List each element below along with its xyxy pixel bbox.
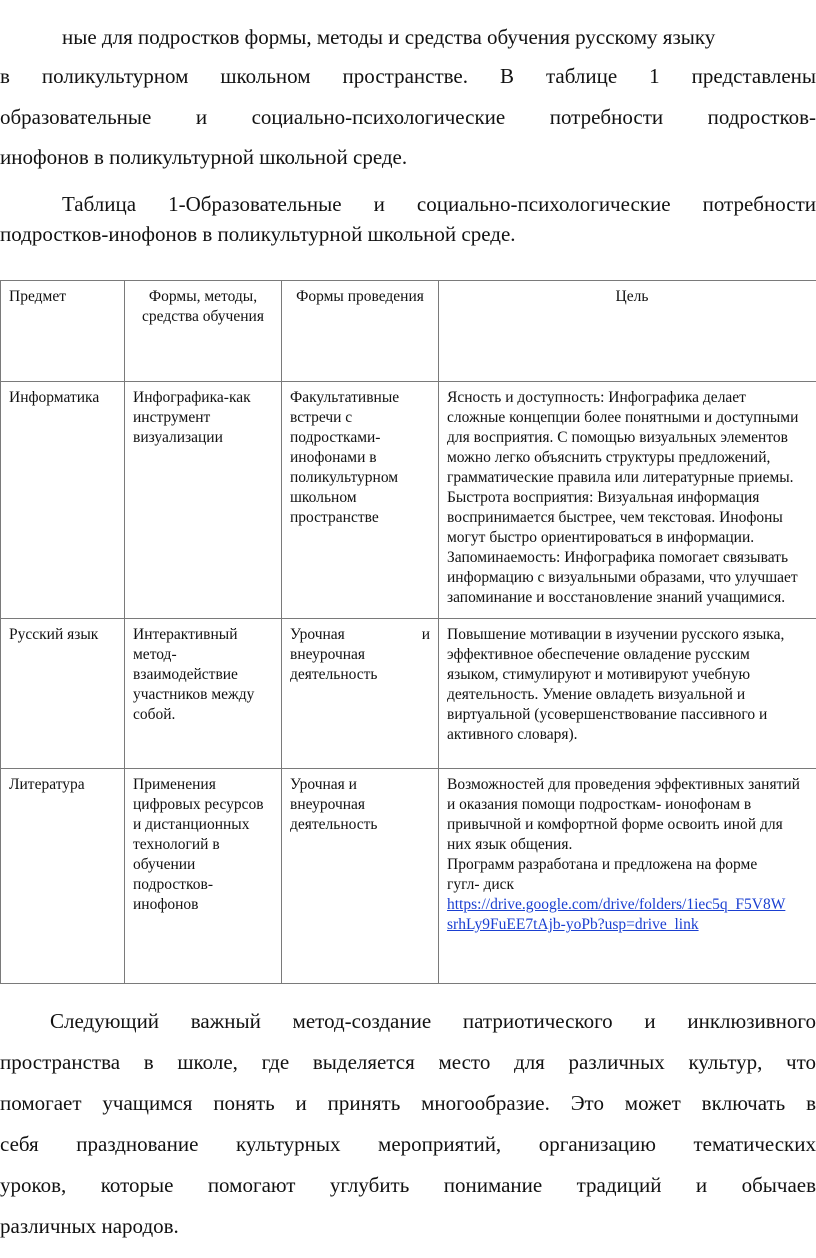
cell-form: Факультативные встречи с подростками-инофонами в поликультурном школьном пространстве [282,382,439,619]
table-row [1,619,816,769]
cell-goal: Ясность и доступность: Инфографика делает сложные концепции более понятными и доступными для восприятия. С помощью визуальных элементов можно легко объяснить структуры предложений, грамматические правила или литературные приемы. Быстрота восприятия: Визуальная информация воспринимается быстрее, чем текстовая. Инофоны могут быстро ориентироваться в информации. Запоминаемость: Инфографика помогает связывать информацию с визуальными образами, что улучшает запоминание и восстановление знаний учащимися. [439,382,816,619]
outro-line: Следующий важный метод-создание патриотического и инклюзивного [50,1009,816,1033]
cell-method: Применения цифровых ресурсов и дистанционных технологий в обучении подростков-инофонов [125,769,282,984]
cell-form: Урочная и внеурочная деятельность [282,769,439,984]
cell-subject: Информатика [1,382,125,619]
table-caption: Таблица 1-Образовательные и социально-психологические потребности [62,192,816,216]
cell-subject: Русский язык [1,619,125,769]
table-row [1,382,816,619]
intro-line: образовательные и социально-психологические потребности подростков- [0,105,816,129]
table-caption: подростков-инофонов в поликультурной школьной среде. [0,222,516,246]
outro-line: уроков, которые помогают углубить понимание традиций и обычаев [0,1173,816,1197]
header-subject: Предмет [1,281,125,382]
outro-line: помогает учащимся понять и принять многообразие. Это может включать в [0,1091,816,1115]
table-row [1,769,816,984]
intro-line: инофонов в поликультурной школьной среде. [0,145,408,169]
header-goal: Цель [439,281,816,382]
intro-line: ные для подростков формы, методы и средства обучения русскому языку [62,25,716,49]
outro-line: различных народов. [0,1214,179,1238]
cell-goal: Возможностей для проведения эффективных занятий и оказания помощи подросткам- ионофонам в привычной и комфортной форме освоить иной для них язык общения. Программ разработана и предложена на форме гугл- диск https://drive.google.com/drive/folders/1iec5q_F5V8W srhLy9FuEE7tAjb-yoPb?usp=drive_link [439,769,816,984]
needs-table [0,280,816,983]
cell-form: Урочная и внеурочная деятельность [282,619,439,769]
intro-line: в поликультурном школьном пространстве. В таблице 1 представлены [0,64,816,88]
cell-subject: Литература [1,769,125,984]
header-forms: Формы проведения [282,281,439,382]
table-header-row [1,281,816,382]
outro-line: пространства в школе, где выделяется место для различных культур, что [0,1050,816,1074]
google-drive-link[interactable]: https://drive.google.com/drive/folders/1iec5q_F5V8W [447,896,786,913]
cell-method: Интерактивный метод-взаимодействие участников между собой. [125,619,282,769]
cell-goal: Повышение мотивации в изучении русского языка, эффективное обеспечение овладение русским языком, стимулируют и мотивируют учебную деятельность. Умение овладеть визуальной и виртуальной (усовершенствование пассивного и активного словаря). [439,619,816,769]
cell-method: Инфографика-как инструмент визуализации [125,382,282,619]
outro-line: себя празднование культурных мероприятий, организацию тематических [0,1132,816,1156]
header-methods: Формы, методы, средства обучения [125,281,282,382]
google-drive-link[interactable]: srhLy9FuEE7tAjb-yoPb?usp=drive_link [447,916,699,933]
